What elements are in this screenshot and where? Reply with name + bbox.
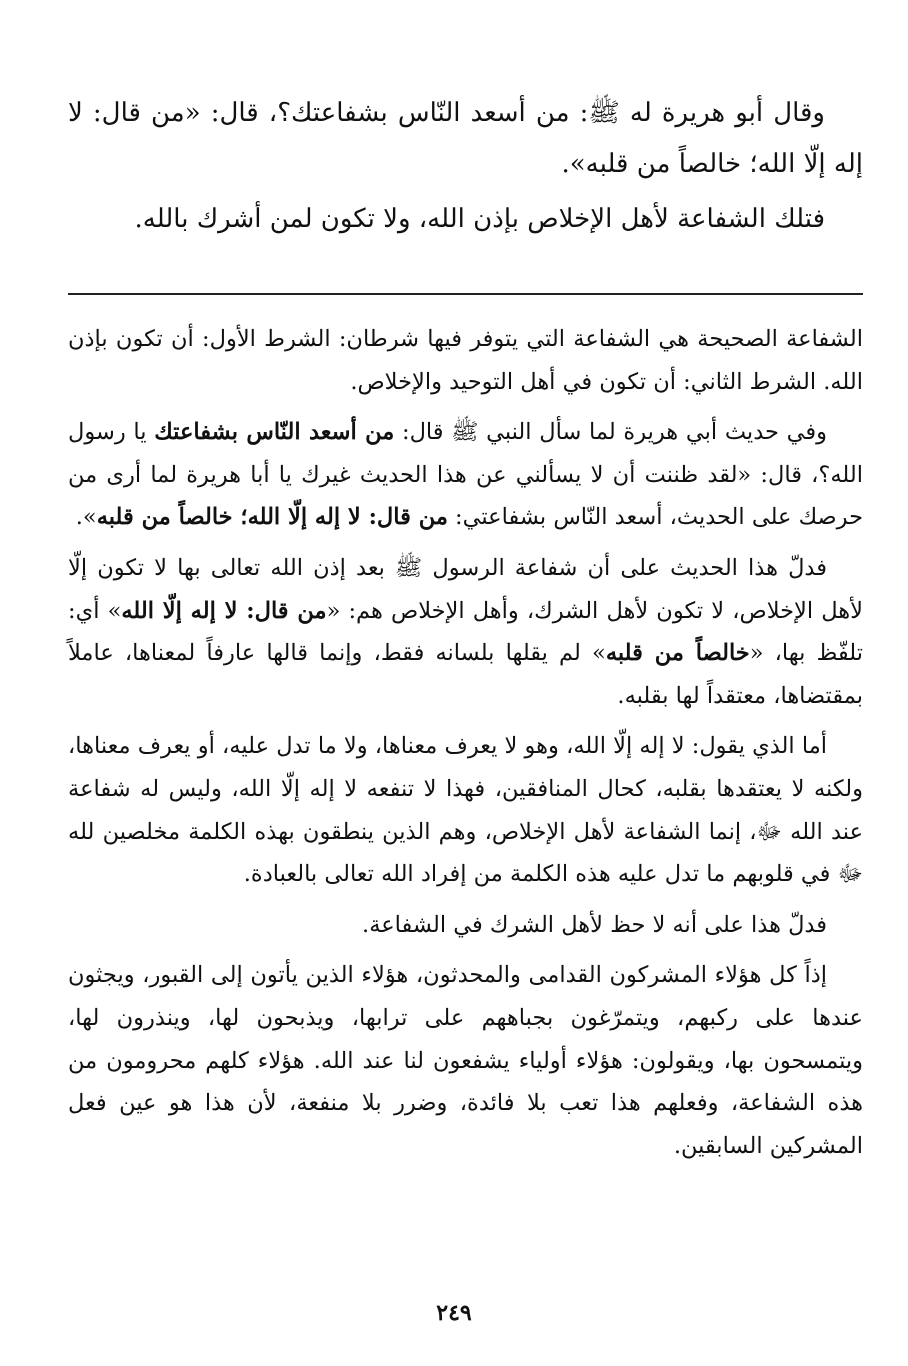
note-paragraph-6: إذاً كل هؤلاء المشركون القدامى والمحدثون، هؤلاء الذين يأتون إلى القبور، ويجثون عندها على ركبهم، ويتمرّغون بجباههم على ترابها، ويذبحون لها، وينذرون لها، ويتمسحون بها، ويقولون: هؤلاء أولياء يشفعون لنا عند الله. هؤلاء كلهم محرومون من هذه الشفاعة، وفعلهم هذا تعب بلا فائدة، وضرر بلا منفعة، لأن هذا هو عين فعل المشركين السابقين. bbox=[68, 962, 863, 1159]
note-3-text-a: فدلّ هذا الحديث على أن شفاعة الرسول ﷺ بعد إذن الله تعالى بها لا تكون إلّا لأهل الإخلاص، لا تكون لأهل الشرك، وأهل الإخلاص هم: « bbox=[68, 554, 863, 624]
note-3-text-b: » أي: تلفّظ بها، « bbox=[68, 597, 863, 667]
note-paragraph-4: أما الذي يقول: لا إله إلّا الله، وهو لا يعرف معناها، ولا ما تدل عليه، أو يعرف معناها، ولكنه لا يعتقدها بقلبه، كحال المنافقين، فهذا لا تنفعه لا إله إلّا الله، وليس له شفاعة عند الله ﷻ، إنما الشفاعة لأهل الإخلاص، وهم الذين ينطقون بهذه الكلمة مخلصين لله ﷻ في قلوبهم ما تدل عليه هذه الكلمة من إفراد الله تعالى بالعبادة. bbox=[68, 733, 863, 888]
page-number: ٢٤٩ bbox=[436, 1300, 472, 1326]
note-paragraph-2 bbox=[68, 411, 863, 539]
main-paragraph-2: فتلك الشفاعة لأهل الإخلاص بإذن الله، ولا تكون لمن أشرك بالله. bbox=[134, 204, 825, 234]
note-paragraph-3 bbox=[68, 547, 863, 717]
footnote-divider bbox=[68, 293, 863, 295]
note-3-text-c: » لم يقلها بلسانه فقط، وإنما قالها عارفاً لمعناها، عاملاً بمقتضاها، معتقداً لها بقلبه. bbox=[68, 640, 863, 709]
note-3-bold-a: من قال: لا إله إلّا الله bbox=[121, 597, 327, 624]
note-2-bold-b: من قال: لا إله إلّا الله؛ خالصاً من قلبه bbox=[96, 504, 448, 531]
main-text bbox=[68, 88, 863, 249]
commentary-text bbox=[68, 318, 863, 1175]
note-2-text-c: ». bbox=[75, 504, 97, 531]
main-paragraph-1: وقال أبو هريرة له ﷺ: من أسعد النّاس بشفاعتك؟، قال: «من قال: لا إله إلّا الله؛ خالصاً من قلبه». bbox=[68, 98, 863, 179]
note-2-text-b: يا رسول الله؟، قال: «لقد ظننت أن لا يسألني عن هذا الحديث غيرك يا أبا هريرة لما أرى من حرصك على الحديث، أسعد النّاس بشفاعتي: bbox=[68, 419, 863, 531]
note-paragraph-5: فدلّ هذا على أنه لا حظ لأهل الشرك في الشفاعة. bbox=[362, 911, 827, 938]
note-2-bold-a: من أسعد النّاس بشفاعتك bbox=[154, 419, 395, 446]
note-2-text-a: وفي حديث أبي هريرة لما سأل النبي ﷺ قال: bbox=[394, 419, 827, 446]
note-paragraph-1: الشفاعة الصحيحة هي الشفاعة التي يتوفر فيها شرطان: الشرط الأول: أن تكون بإذن الله. الشرط الثاني: أن تكون في أهل التوحيد والإخلاص. bbox=[68, 326, 863, 395]
note-3-bold-b: خالصاً من قلبه bbox=[605, 640, 750, 667]
